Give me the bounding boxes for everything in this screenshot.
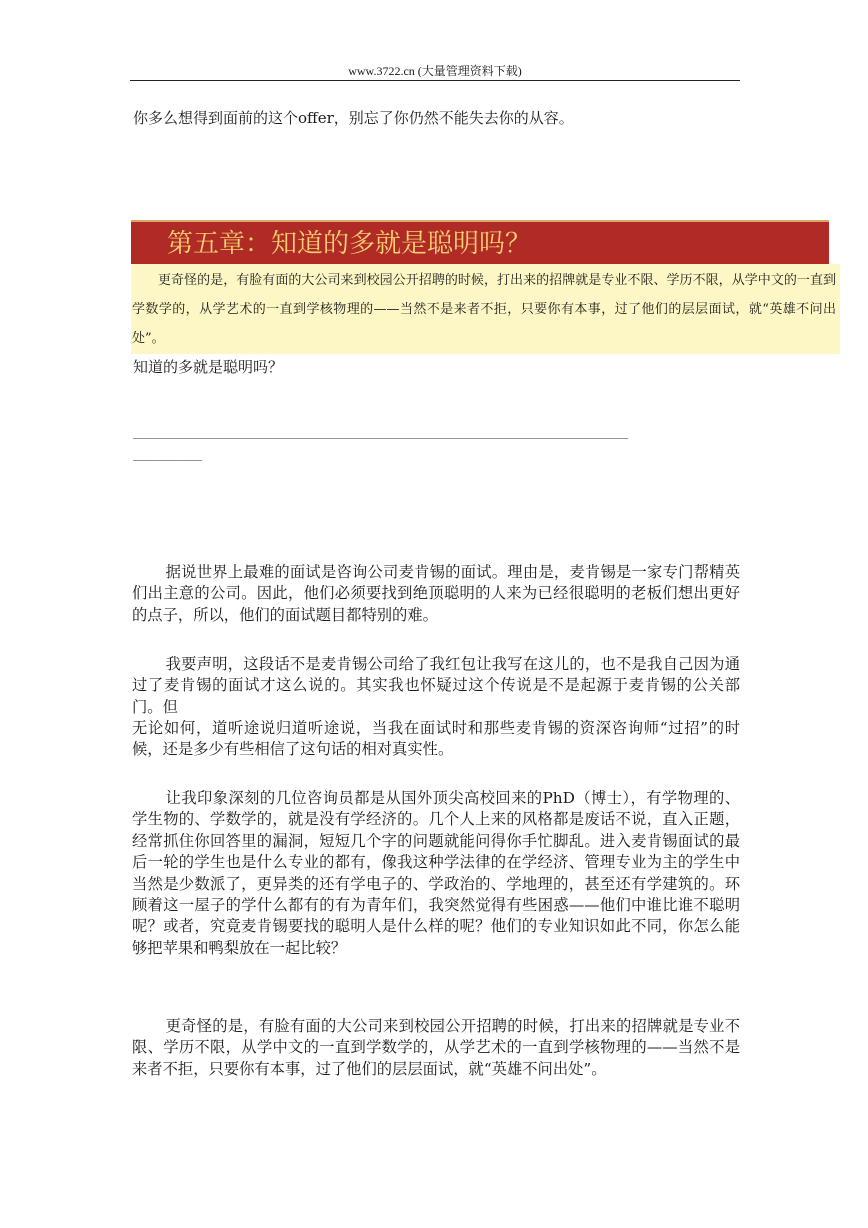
paragraph-hearsay: 无论如何，道听途说归道听途说，当我在面试时和那些麦肯锡的资深咨询师“过招”的时候，还是多少有些相信了这句话的相对真实性。 — [132, 719, 740, 759]
paragraph-recruiting: 更奇怪的是，有脸有面的大公司来到校园公开招聘的时候，打出来的招牌就是专业不限、学历不限，从学中文的一直到学数学的，从学艺术的一直到学核物理的——当然不是来者不拒，只要你有本事，过了他们的层层面试，就“英雄不问出处”。 — [132, 1017, 740, 1078]
intro-sentence: 你多么想得到面前的这个offer，别忘了你仍然不能失去你的从容。 — [133, 109, 574, 127]
separator-line-continued: __________ — [133, 447, 202, 461]
separator-line: ________________________________________________________________________ — [133, 425, 628, 439]
page-header: www.3722.cn (大量管理资料下载) — [348, 64, 522, 78]
highlight-callout — [131, 264, 840, 354]
chapter-title: 第五章：知道的多就是聪明吗？ — [167, 229, 532, 259]
chapter-banner — [131, 220, 829, 266]
callout-text: 更奇怪的是，有脸有面的大公司来到校园公开招聘的时候，打出来的招牌就是专业不限、学历不限，从学中文的一直到学数学的，从学艺术的一直到学核物理的——当然不是来者不拒，只要你有本事，过了他们的层层面试，就“英雄不问出处”。 — [132, 273, 836, 346]
paragraph-consultants: 让我印象深刻的几位咨询员都是从国外顶尖高校回来的PhD（博士），有学物理的、学生物的、学数学的，就是没有学经济的。几个人上来的风格都是废话不说，直入正题，经常抓住你回答里的漏洞，短短几个字的问题就能问得你手忙脚乱。进入麦肯锡面试的最后一轮的学生也是什么专业的都有，像我这种学法律的在学经济、管理专业为主的学生中当然是少数派了，更异类的还有学电子的、学政治的、学地理的，甚至还有学建筑的。环顾着这一屋子的学什么都有的有为青年们，我突然觉得有些困惑——他们中谁比谁不聪明呢？或者，究竟麦肯锡要找的聪明人是什么样的呢？他们的专业知识如此不同，你怎么能够把苹果和鸭梨放在一起比较？ — [132, 789, 740, 957]
header-rule — [130, 80, 740, 81]
paragraph-mckinsey-intro: 据说世界上最难的面试是咨询公司麦肯锡的面试。理由是，麦肯锡是一家专门帮精英们出主意的公司。因此，他们必须要找到绝顶聪明的人来为已经很聪明的老板们想出更好的点子，所以，他们的面试题目都特别的难。 — [132, 563, 740, 624]
paragraph-disclaimer: 我要声明，这段话不是麦肯锡公司给了我红包让我写在这儿的，也不是我自己因为通过了麦肯锡的面试才这么说的。其实我也怀疑过这个传说是不是起源于麦肯锡的公关部门。但 — [132, 655, 740, 716]
chapter-subtitle: 知道的多就是聪明吗？ — [133, 358, 284, 376]
